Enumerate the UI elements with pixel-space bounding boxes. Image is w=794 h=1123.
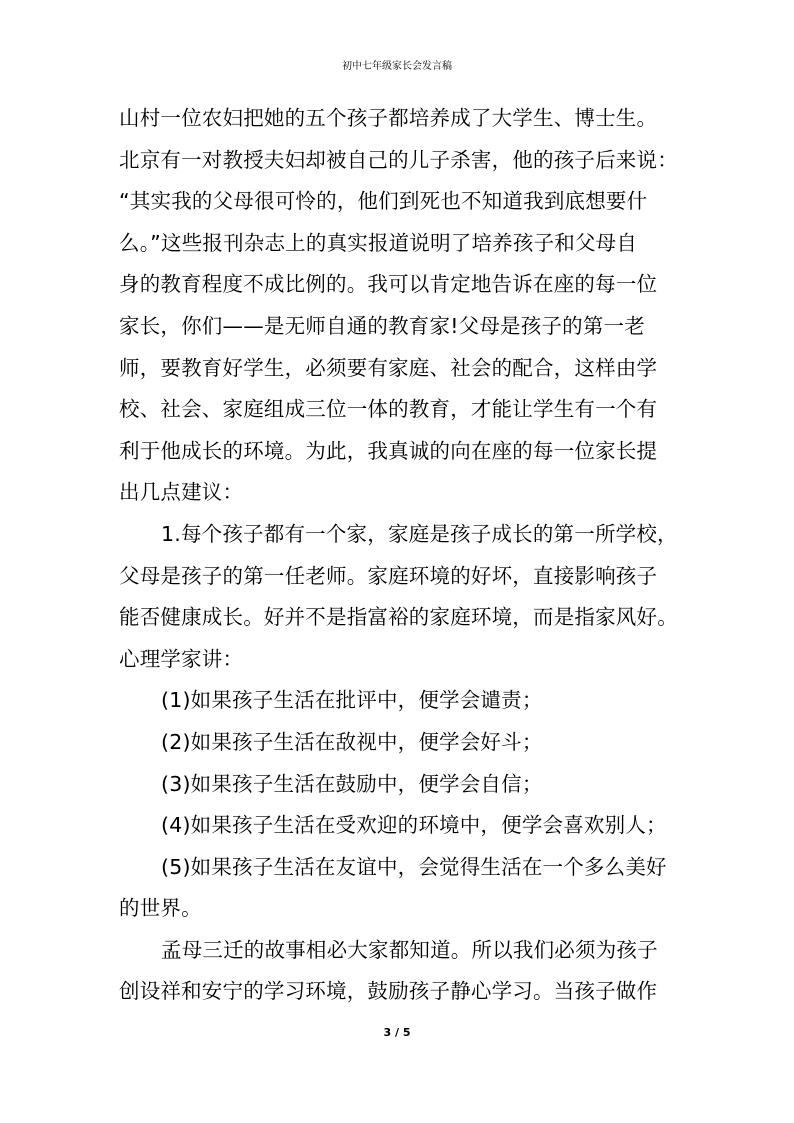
text-line: 出几点建议： (119, 480, 244, 505)
list-item-4: (4)如果孩子生活在受欢迎的环境中，便学会喜欢别人； (161, 813, 667, 838)
text-line: 的世界。 (119, 896, 202, 921)
text-line: 利于他成长的环境。为此，我真诚的向在座的每一位家长提 (119, 438, 658, 463)
list-item-3: (3)如果孩子生活在鼓励中，便学会自信； (161, 771, 543, 796)
text-line: 创设祥和安宁的学习环境，鼓励孩子静心学习。当孩子做作 (119, 979, 658, 1004)
text-line: 校、社会、家庭组成三位一体的教育，才能让学生有一个有 (119, 397, 658, 422)
text-line: “其实我的父母很可怜的，他们到死也不知道我到底想要什 (119, 189, 648, 214)
text-line: 心理学家讲： (119, 646, 244, 671)
text-line: 能否健康成长。好并不是指富裕的家庭环境，而是指家风好。 (119, 605, 678, 630)
text-line-indented: 孟母三迁的故事相必大家都知道。所以我们必须为孩子 (161, 937, 658, 962)
list-item-2: (2)如果孩子生活在敌视中，便学会好斗； (161, 729, 543, 754)
page-number: 3 / 5 (383, 1026, 411, 1039)
text-line: 北京有一对教授夫妇却被自己的儿子杀害，他的孩子后来说： (119, 147, 678, 172)
list-item-1: (1)如果孩子生活在批评中，便学会谴责； (161, 688, 543, 713)
list-item-5: (5)如果孩子生活在友谊中，会觉得生活在一个多么美好 (161, 854, 667, 879)
text-line: 师，要教育好学生，必须要有家庭、社会的配合，这样由学 (119, 355, 658, 380)
document-body (119, 98, 679, 1013)
page-header: 初中七年级家长会发言稿 (342, 61, 452, 72)
text-line-indented: 1.每个孩子都有一个家，家庭是孩子成长的第一所学校， (161, 521, 678, 546)
text-line: 山村一位农妇把她的五个孩子都培养成了大学生、博士生。 (119, 106, 658, 130)
text-line: 么。”这些报刊杂志上的真实报道说明了培养孩子和父母自 (119, 230, 638, 255)
text-line: 身的教育程度不成比例的。我可以肯定地告诉在座的每一位 (119, 272, 658, 297)
text-line: 家长，你们——是无师自通的教育家!父母是孩子的第一老 (119, 313, 645, 338)
text-line: 父母是孩子的第一任老师。家庭环境的好坏，直接影响孩子 (119, 563, 658, 588)
